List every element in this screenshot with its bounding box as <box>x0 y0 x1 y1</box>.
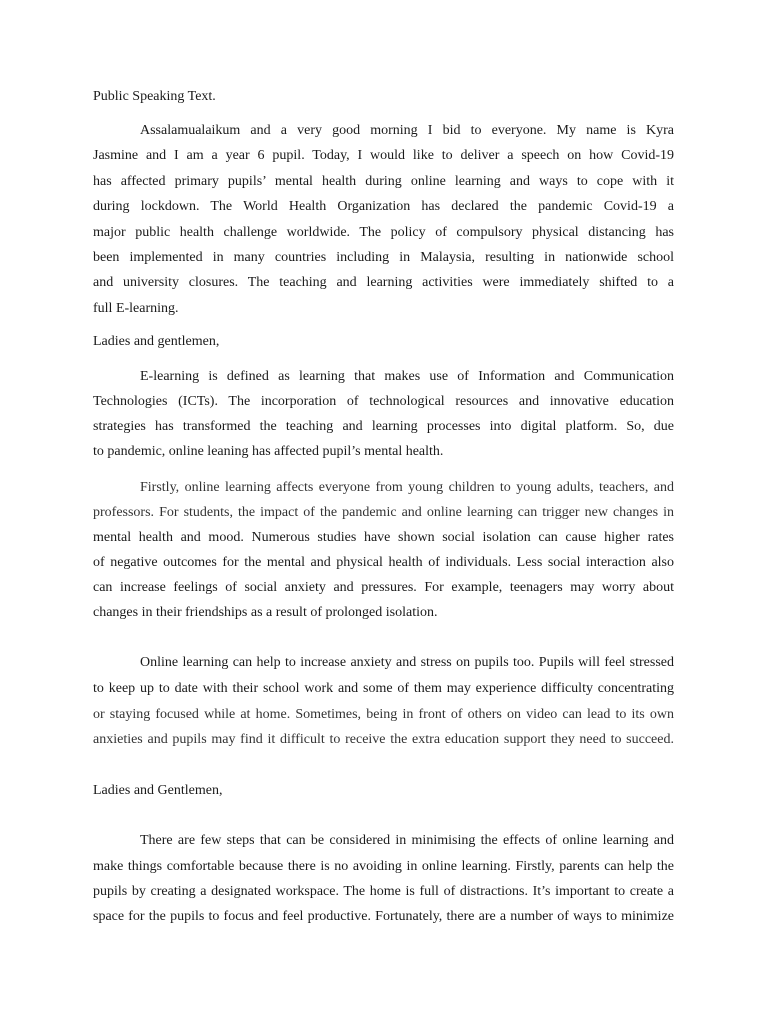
paragraph-line: make things comfortable because there is no avoiding in online learning. Firstly, parents can help the <box>93 859 674 874</box>
salutation: Ladies and gentlemen, <box>93 334 220 349</box>
paragraph-line: to keep up to date with their school work and some of them may experience difficulty concentrating <box>93 681 674 696</box>
paragraph-line: strategies has transformed the teaching and learning processes into digital platform. So, due <box>93 419 674 434</box>
paragraph-line: pupils by creating a designated workspace. The home is full of distractions. It’s important to create a <box>93 884 674 899</box>
paragraph-line: major public health challenge worldwide. The policy of compulsory physical distancing has <box>93 225 674 240</box>
paragraph-line: during lockdown. The World Health Organization has declared the pandemic Covid-19 a <box>93 199 674 214</box>
paragraph-line: to pandemic, online leaning has affected pupil’s mental health. <box>93 444 444 459</box>
paragraph-line: and university closures. The teaching and learning activities were immediately shifted to a <box>93 275 674 290</box>
paragraph-line: Assalamualaikum and a very good morning I bid to everyone. My name is Kyra <box>140 123 674 138</box>
paragraph-line: Firstly, online learning affects everyone from young children to young adults, teachers, and <box>140 480 674 495</box>
paragraph-line: been implemented in many countries including in Malaysia, resulting in nationwide school <box>93 250 674 265</box>
paragraph-line: has affected primary pupils’ mental health during online learning and ways to cope with it <box>93 174 674 189</box>
paragraph-line: professors. For students, the impact of the pandemic and online learning can trigger new changes in <box>93 505 674 520</box>
paragraph-line: full E-learning. <box>93 301 179 316</box>
paragraph-line: can increase feelings of social anxiety and pressures. For example, teenagers may worry about <box>93 580 674 595</box>
paragraph-line: space for the pupils to focus and feel productive. Fortunately, there are a number of ways to minimize <box>93 909 674 924</box>
paragraph-line: or staying focused while at home. Sometimes, being in front of others on video can lead to its own <box>93 707 674 722</box>
salutation: Ladies and Gentlemen, <box>93 783 223 798</box>
paragraph-line: changes in their friendships as a result of prolonged isolation. <box>93 605 438 620</box>
document-title: Public Speaking Text. <box>93 89 216 104</box>
paragraph-line: of negative outcomes for the mental and physical health of individuals. Less social interaction also <box>93 555 674 570</box>
paragraph-line: Technologies (ICTs). The incorporation of technological resources and innovative education <box>93 394 674 409</box>
paragraph-line: There are few steps that can be considered in minimising the effects of online learning and <box>140 833 674 848</box>
paragraph-line: Online learning can help to increase anxiety and stress on pupils too. Pupils will feel stressed <box>140 655 674 670</box>
paragraph-line: Jasmine and I am a year 6 pupil. Today, I would like to deliver a speech on how Covid-19 <box>93 148 674 163</box>
paragraph-line: anxieties and pupils may find it difficult to receive the extra education support they need to succeed. <box>93 732 674 747</box>
paragraph-line: mental health and mood. Numerous studies have shown social isolation can cause higher rates <box>93 530 674 545</box>
paragraph-line: E-learning is defined as learning that makes use of Information and Communication <box>140 369 674 384</box>
